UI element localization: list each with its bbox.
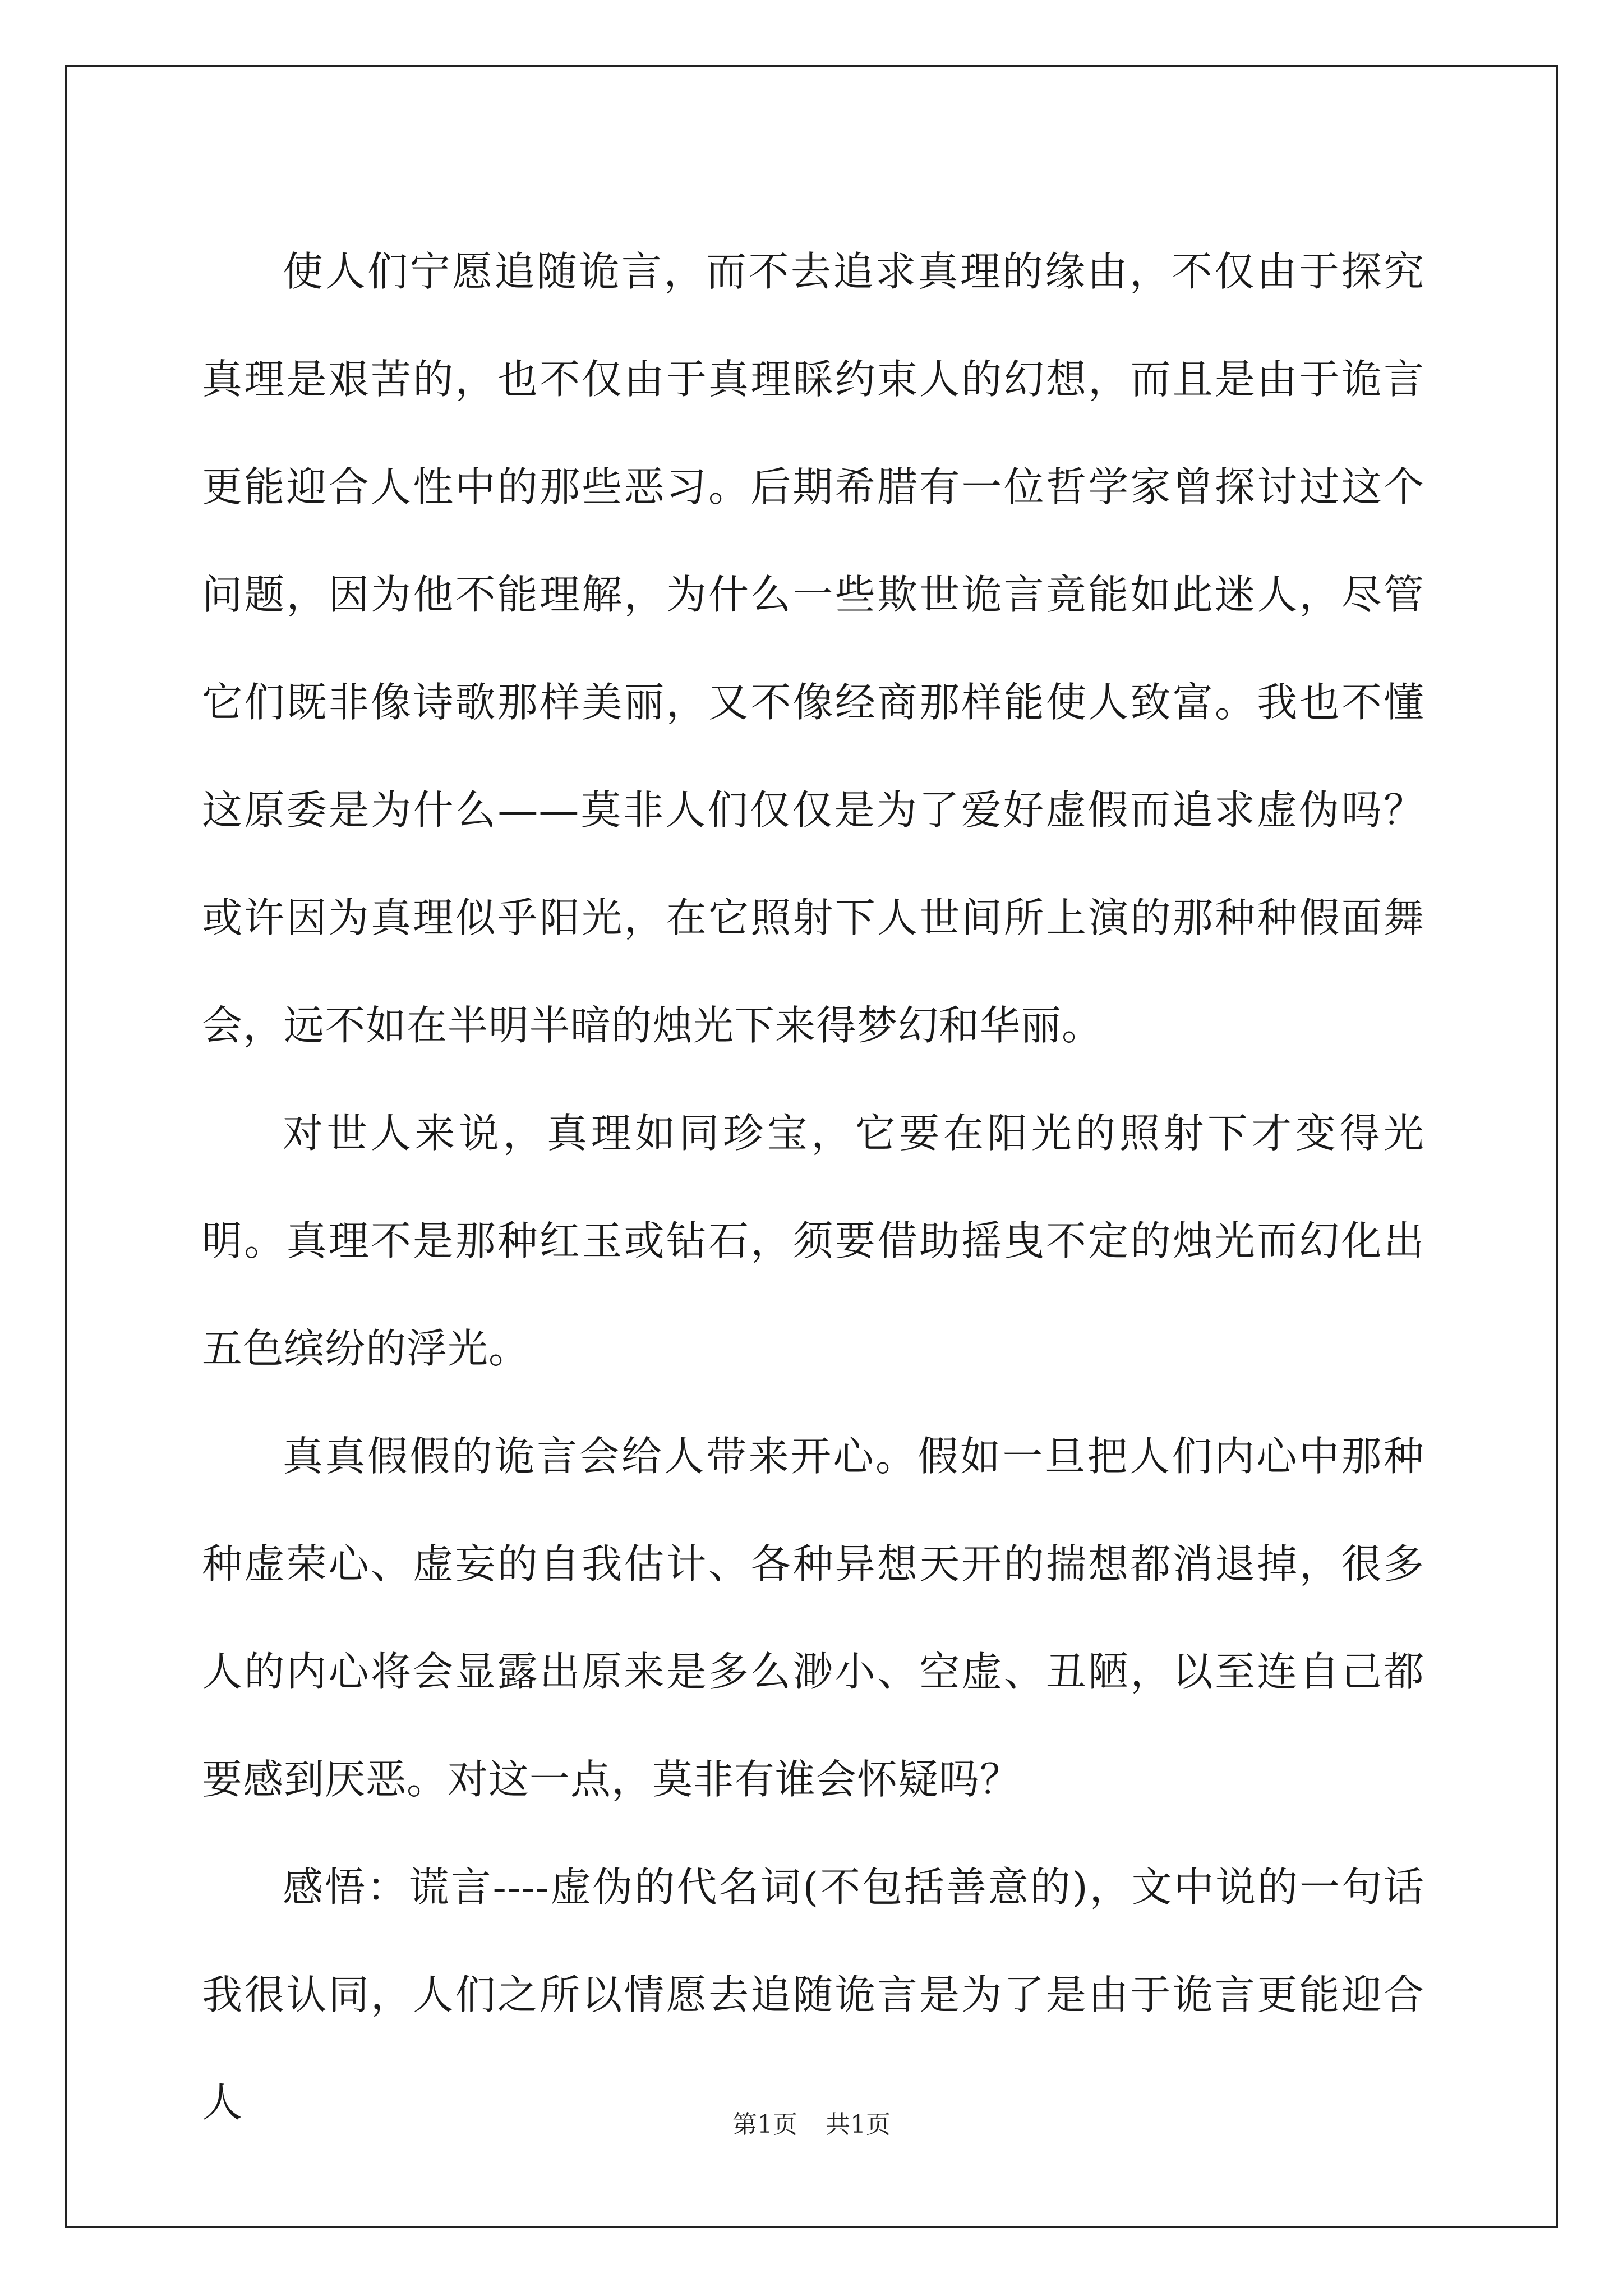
paragraph-1: 使人们宁愿追随诡言，而不去追求真理的缘由，不仅由于探究真理是艰苦的，也不仅由于真理睬约束人的幻想，而且是由于诡言更能迎合人性中的那些恶习。后期希腊有一位哲学家曾探讨过这个问题，因为他不能理解，为什么一些欺世诡言竟能如此迷人，尽管它们既非像诗歌那样美丽，又不像经商那样能使人致富。我也不懂这原委是为什么——莫非人们仅仅是为了爱好虚假而追求虚伪吗？或许因为真理似乎阳光，在它照射下人世间所上演的那种种假面舞会，远不如在半明半暗的烛光下来得梦幻和华丽。 [202,248,1424,1049]
document-body [202,218,1424,2156]
page-total: 共1页 [826,2110,891,2139]
paragraph-4: 感悟：谎言----虚伪的代名词(不包括善意的)，文中说的一句话我很认同，人们之所以情愿去追随诡言是为了是由于诡言更能迎合人 [202,1864,1424,2126]
page-footer [0,2108,1623,2142]
paragraph-2: 对世人来说，真理如同珍宝，它要在阳光的照射下才变得光明。真理不是那种红玉或钻石，须要借助摇曳不定的烛光而幻化出五色缤纷的浮光。 [202,1110,1424,1372]
paragraph-3: 真真假假的诡言会给人带来开心。假如一旦把人们内心中那种种虚荣心、虚妄的自我估计、各种异想天开的揣想都消退掉，很多人的内心将会显露出原来是多么渺小、空虚、丑陋，以至连自己都要感到厌恶。对这一点，莫非有谁会怀疑吗？ [202,1433,1424,1803]
page-number: 第1页 [732,2110,797,2139]
